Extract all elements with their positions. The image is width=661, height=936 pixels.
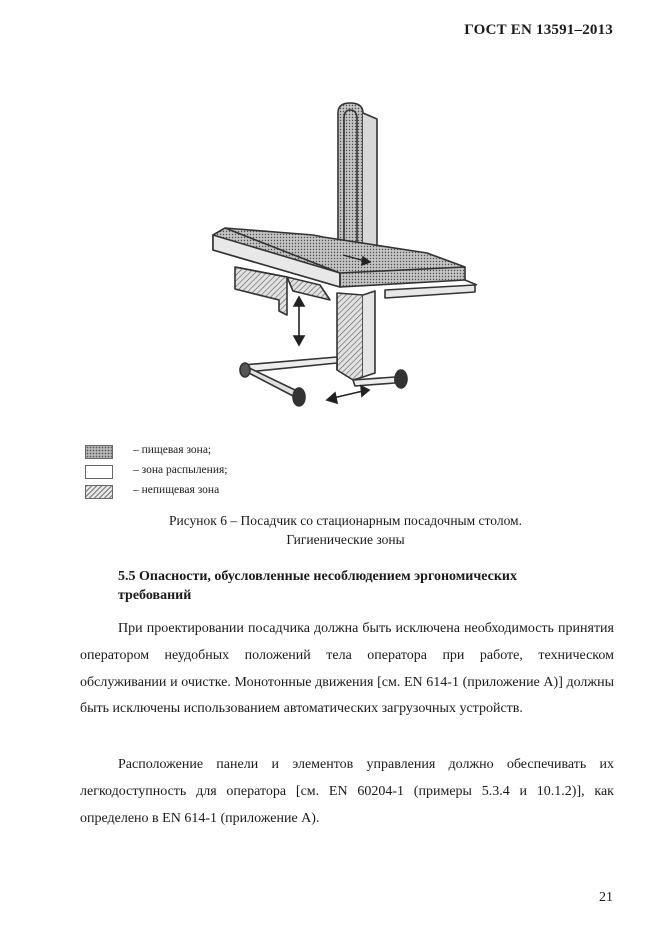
depositor-figure [195, 95, 495, 425]
horizontal-arrow-icon [327, 386, 369, 403]
body-paragraph: При проектировании посадчика должна быть исключена необходимость принятия оператором неудобных положений тела оператора при работе, техническом обслуживании и очистке. Монотонные движения [см. EN 614-1 (приложение А)] должны быть исключены использованием автоматических загрузочных устройств. [80, 621, 614, 717]
food-zone-swatch [85, 445, 113, 459]
section-heading-line: 5.5 Опасности, обусловленные несоблюдением эргономических [118, 569, 517, 584]
legend-label: – непищевая зона [133, 484, 220, 496]
legend-label: – зона распыления; [133, 464, 228, 476]
body-paragraph: Расположение панели и элементов управления должно обеспечивать их легкодоступность для оператора [см. EN 60204-1 (примеры 5.3.4 и 10.1.2)], как определено в EN 614-1 (приложение А). [80, 757, 614, 826]
page-number: 21 [599, 890, 613, 905]
spray-zone-swatch [85, 465, 113, 479]
legend-label: – пищевая зона; [133, 444, 212, 456]
section-heading-line: требований [118, 588, 192, 603]
figure-caption-subtitle: Гигиенические зоны [286, 532, 405, 547]
figure-caption: Рисунок 6 – Посадчик со стационарным посадочным столом. [169, 513, 522, 528]
non-food-zone-swatch [85, 485, 113, 499]
section-heading [118, 567, 618, 605]
document-standard-header: ГОСТ EN 13591–2013 [464, 22, 613, 38]
vertical-arrow-icon [294, 297, 304, 345]
depositor-machine-drawing [195, 95, 495, 425]
